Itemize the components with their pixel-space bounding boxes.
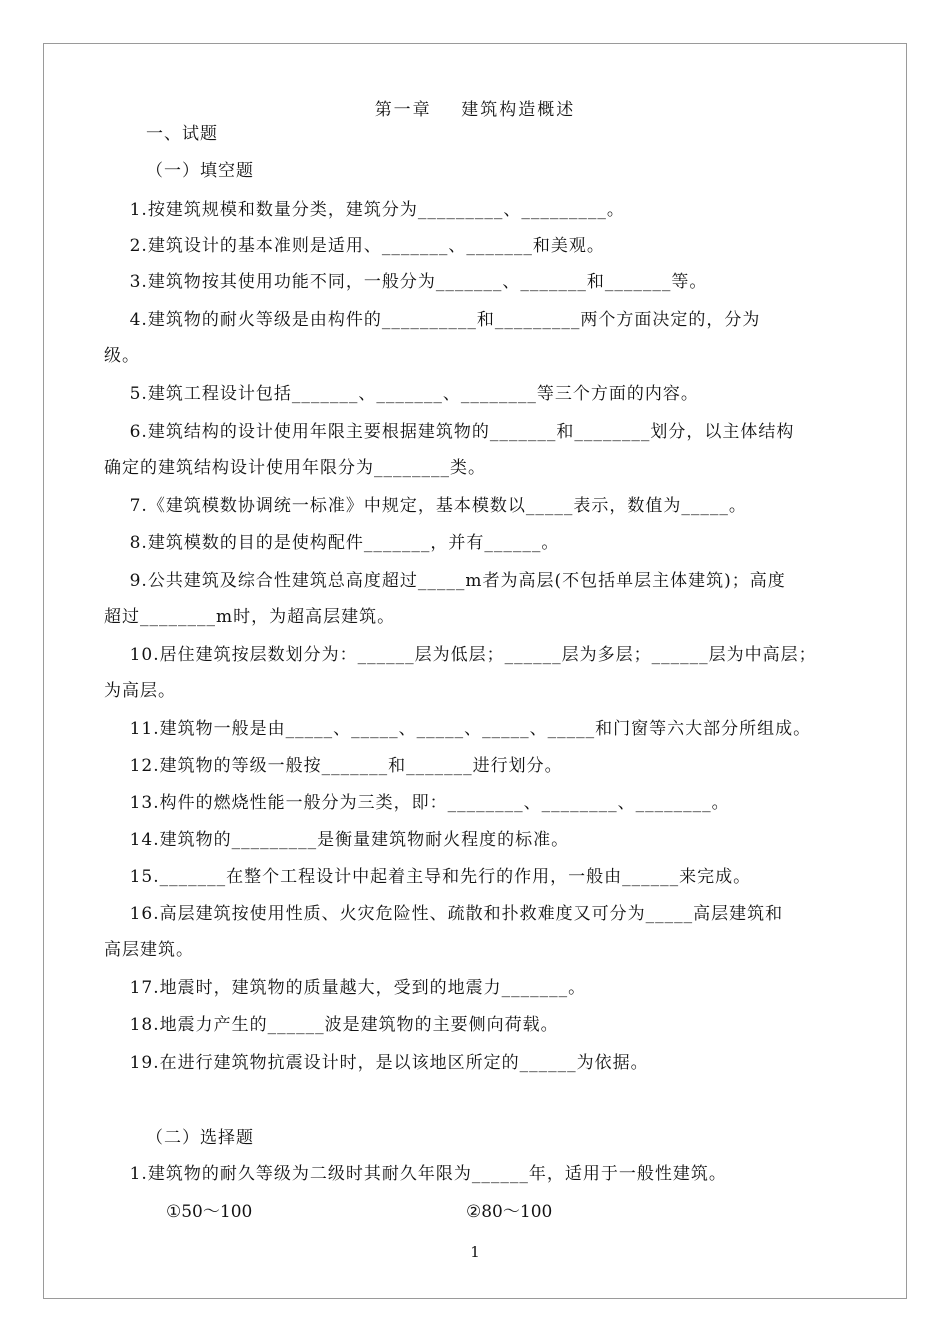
question-line: 2.建筑设计的基本准则是适用、_______、_______和美观。 bbox=[104, 236, 605, 256]
page-number: 1 bbox=[470, 1243, 480, 1261]
question-line: 19.在进行建筑物抗震设计时，是以该地区所定的______为依据。 bbox=[104, 1053, 649, 1073]
question-line: 17.地震时，建筑物的质量越大，受到的地震力_______。 bbox=[104, 978, 587, 998]
question-line: 高层建筑。 bbox=[104, 940, 194, 960]
question-line: 13.构件的燃烧性能一般分为三类，即：________、________、________。 bbox=[104, 793, 730, 813]
question-line: 11.建筑物一般是由_____、_____、_____、_____、_____和门窗等六大部分所组成。 bbox=[104, 719, 812, 739]
choice-question: 1.建筑物的耐久等级为二级时其耐久年限为______年，适用于一般性建筑。 bbox=[104, 1164, 727, 1184]
choice-heading: （二）选择题 bbox=[146, 1128, 254, 1148]
chapter-title: 第一章 建筑构造概述 bbox=[374, 100, 576, 120]
question-line: 7.《建筑模数协调统一标准》中规定，基本模数以_____表示，数值为_____。 bbox=[104, 496, 747, 516]
question-line: 15._______在整个工程设计中起着主导和先行的作用，一般由______来完成。 bbox=[104, 867, 752, 887]
question-line: 12.建筑物的等级一般按_______和_______进行划分。 bbox=[104, 756, 563, 776]
question-line: 8.建筑模数的目的是使构配件_______，并有______。 bbox=[104, 533, 560, 553]
question-line: 6.建筑结构的设计使用年限主要根据建筑物的_______和________划分，以主体结构 bbox=[104, 422, 795, 442]
question-line: 18.地震力产生的______波是建筑物的主要侧向荷载。 bbox=[104, 1015, 559, 1035]
section-heading: 一、试题 bbox=[146, 124, 218, 144]
question-line: 5.建筑工程设计包括_______、_______、________等三个方面的内容。 bbox=[104, 384, 699, 404]
fill-blank-heading: （一）填空题 bbox=[146, 161, 254, 181]
question-line: 超过________m时，为超高层建筑。 bbox=[104, 607, 396, 627]
question-line: 为高层。 bbox=[104, 681, 176, 701]
question-line: 16.高层建筑按使用性质、火灾危险性、疏散和扑救难度又可分为_____高层建筑和 bbox=[104, 904, 784, 924]
question-line: 4.建筑物的耐火等级是由构件的__________和_________两个方面决定的，分为 bbox=[104, 310, 761, 330]
question-line: 10.居住建筑按层数划分为：______层为低层；______层为多层；______层为中高层； bbox=[104, 645, 817, 665]
question-line: 14.建筑物的_________是衡量建筑物耐火程度的标准。 bbox=[104, 830, 570, 850]
page-border bbox=[43, 43, 907, 1299]
question-line: 3.建筑物按其使用功能不同，一般分为_______、_______和_______等。 bbox=[104, 272, 708, 292]
question-line: 9.公共建筑及综合性建筑总高度超过_____m者为高层(不包括单层主体建筑)；高度 bbox=[104, 571, 786, 591]
choice-option-1: ①50～100 bbox=[166, 1202, 253, 1222]
choice-option-2: ②80～100 bbox=[466, 1202, 553, 1222]
question-line: 级。 bbox=[104, 346, 140, 366]
question-line: 确定的建筑结构设计使用年限分为________类。 bbox=[104, 458, 486, 478]
question-line: 1.按建筑规模和数量分类，建筑分为_________、_________。 bbox=[104, 200, 625, 220]
